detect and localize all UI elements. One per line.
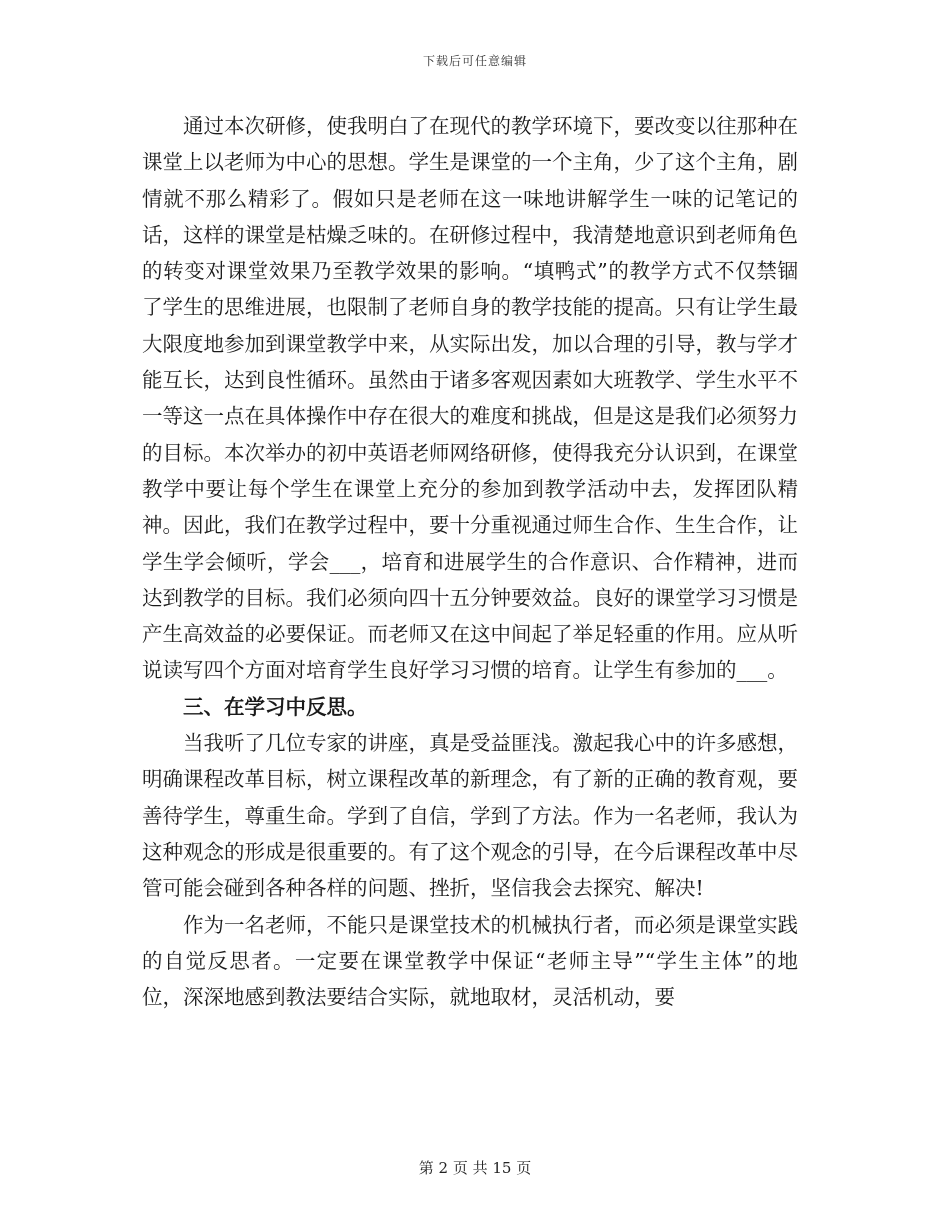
paragraph-3: 作为一名老师，不能只是课堂技术的机械执行者，而必须是课堂实践的自觉反思者。一定要在课堂教学中保证“老师主导”“学生主体”的地位，深深地感到教法要结合实际，就地取材，灵活机动，要	[142, 912, 798, 1010]
paragraph-2: 当我听了几位专家的讲座，真是受益匪浅。激起我心中的许多感想，明确课程改革目标，树立课程改革的新理念，有了新的正确的教育观，要善待学生，尊重生命。学到了自信，学到了方法。作为一名老师，我认为这种观念的形成是很重要的。有了这个观念的引导，在今后课程改革中尽管可能会碰到各种各样的问题、挫折，坚信我会去探究、解决!	[142, 731, 798, 901]
document-body	[142, 108, 798, 1015]
page-header: 下载后可任意编辑	[422, 54, 527, 68]
paragraph-1: 通过本次研修，使我明白了在现代的教学环境下，要改变以往那种在课堂上以老师为中心的思想。学生是课堂的一个主角，少了这个主角，剧情就不那么精彩了。假如只是老师在这一味地讲解学生一味的记笔记的话，这样的课堂是枯燥乏味的。在研修过程中，我清楚地意识到老师角色的转变对课堂效果乃至教学效果的影响。“填鸭式”的教学方式不仅禁锢了学生的思维进展，也限制了老师自身的教学技能的提高。只有让学生最大限度地参加到课堂教学中来，从实际出发，加以合理的引导，教与学才能互长，达到良性循环。虽然由于诸多客观因素如大班教学、学生水平不一等这一点在具体操作中存在很大的难度和挑战，但是这是我们必须努力的目标。本次举办的初中英语老师网络研修，使得我充分认识到，在课堂教学中要让每个学生在课堂上充分的参加到教学活动中去，发挥团队精神。因此，我们在教学过程中，要十分重视通过师生合作、生生合作，让学生学会倾听，学会___，培育和进展学生的合作意识、合作精神，进而达到教学的目标。我们必须向四十五分钟要效益。良好的课堂学习习惯是产生高效益的必要保证。而老师又在这中间起了举足轻重的作用。应从听说读写四个方面对培育学生良好学习习惯的培育。让学生有参加的___。	[142, 114, 798, 683]
section-heading: 三、在学习中反思。	[183, 694, 368, 719]
page-footer: 第 2 页 共 15 页	[418, 1159, 532, 1177]
